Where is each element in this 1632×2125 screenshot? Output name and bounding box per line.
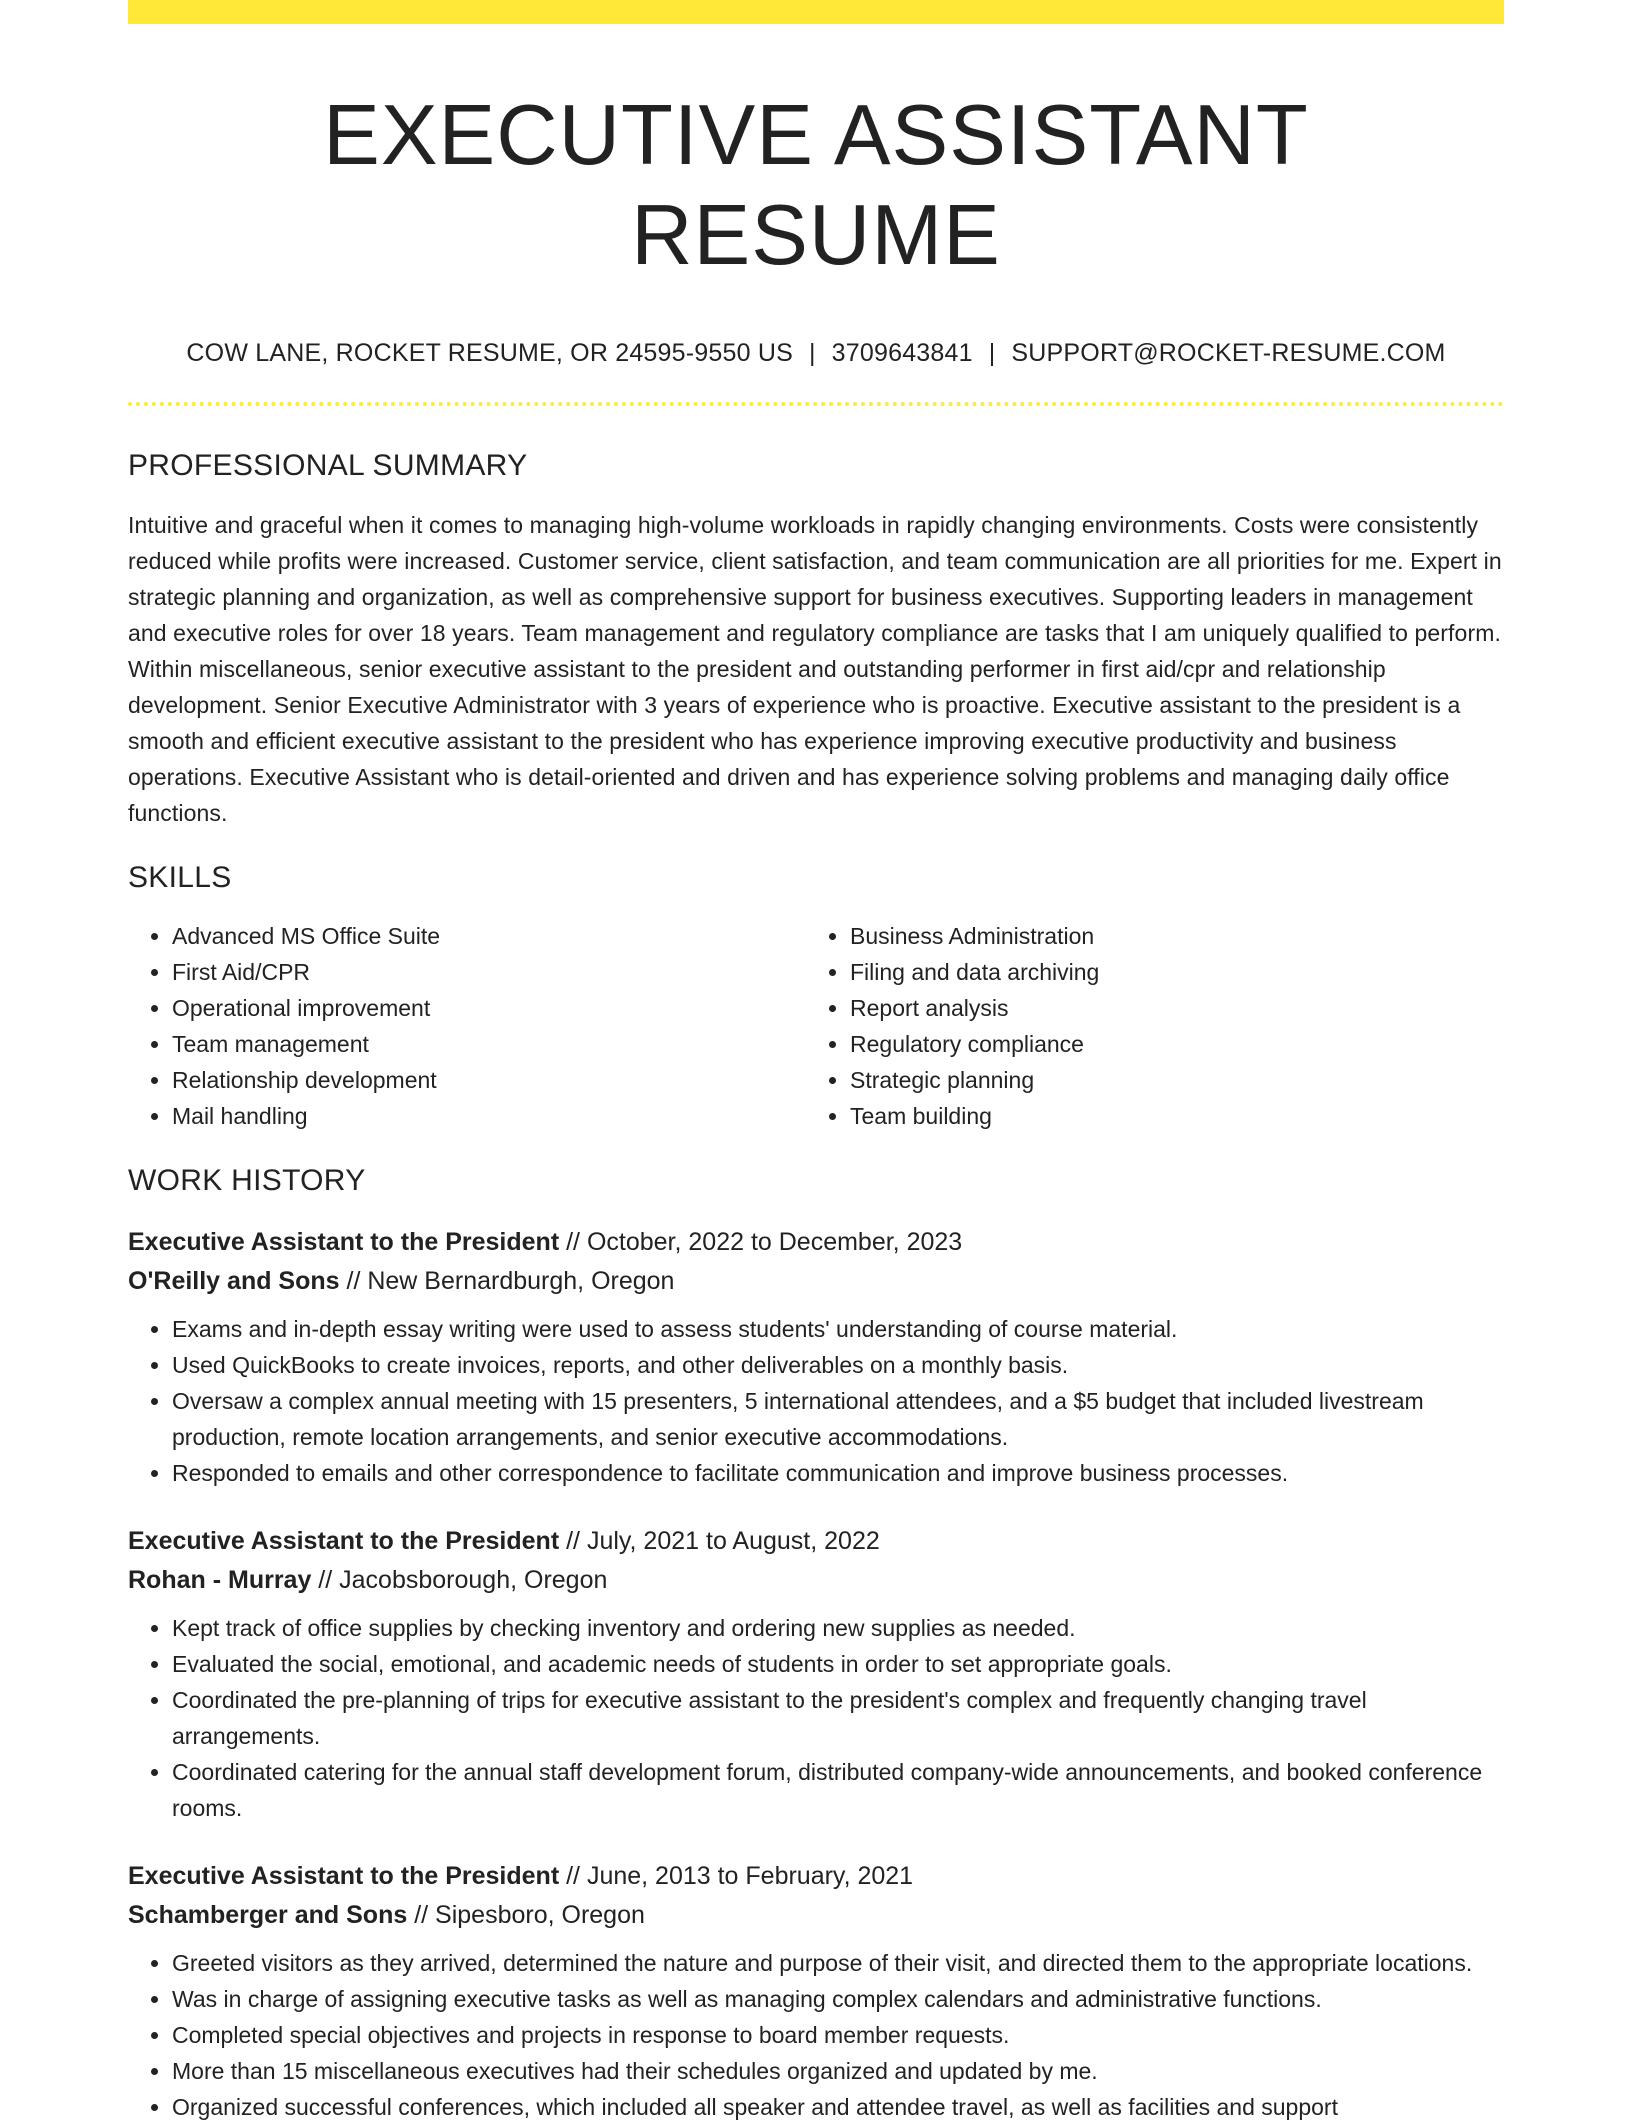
skill-item: • Regulatory compliance bbox=[850, 1026, 1484, 1062]
dotted-divider bbox=[128, 402, 1504, 406]
skill-item: • Report analysis bbox=[850, 990, 1484, 1026]
job-location: // Sipesboro, Oregon bbox=[407, 1901, 645, 1929]
job-location: // New Bernardburgh, Oregon bbox=[339, 1267, 675, 1295]
resume-page bbox=[128, 0, 1504, 2125]
job-title-line bbox=[128, 1223, 1504, 1262]
skill-item: • Filing and data archiving bbox=[850, 954, 1484, 990]
job-company-line bbox=[128, 1896, 1504, 1935]
job-dates: // June, 2013 to February, 2021 bbox=[559, 1862, 914, 1890]
job-company-line bbox=[128, 1262, 1504, 1301]
skill-item: • Business Administration bbox=[850, 918, 1484, 954]
job-title: Executive Assistant to the President bbox=[128, 1862, 560, 1890]
contact-separator: | bbox=[808, 339, 816, 367]
job-location: // Jacobsborough, Oregon bbox=[311, 1566, 608, 1594]
contact-separator: | bbox=[988, 339, 996, 367]
skills-column-right bbox=[806, 918, 1484, 1134]
skills-heading: SKILLS bbox=[128, 861, 232, 894]
job-bullet: • Evaluated the social, emotional, and academic needs of students in order to set appropriate goals. bbox=[172, 1646, 1504, 1682]
job-company: Rohan - Murray bbox=[128, 1566, 312, 1594]
job-bullet: • Was in charge of assigning executive tasks as well as managing complex calendars and administrative functions. bbox=[172, 1981, 1504, 2017]
job-dates: // July, 2021 to August, 2022 bbox=[559, 1527, 880, 1555]
contact-address: COW LANE, ROCKET RESUME, OR 24595-9550 US bbox=[186, 339, 793, 367]
job-bullet: • Kept track of office supplies by checking inventory and ordering new supplies as needed. bbox=[172, 1610, 1504, 1646]
job-bullet: • Oversaw a complex annual meeting with 15 presenters, 5 international attendees, and a $5 budget that included livestream production, remote location arrangements, and senior executive accommodations. bbox=[172, 1383, 1504, 1455]
skill-item: • Operational improvement bbox=[172, 990, 806, 1026]
contact-phone: 3709643841 bbox=[831, 339, 973, 367]
job-bullet: • Coordinated the pre-planning of trips for executive assistant to the president's complex and frequently changing travel arrangements. bbox=[172, 1682, 1504, 1754]
job-bullets bbox=[128, 1945, 1504, 2125]
skill-item: • Mail handling bbox=[172, 1098, 806, 1134]
job-bullet: • Organized successful conferences, which included all speaker and attendee travel, as well as facilities and support bbox=[172, 2089, 1504, 2125]
job-title-line bbox=[128, 1857, 1504, 1896]
job-bullet: • Completed special objectives and projects in response to board member requests. bbox=[172, 2017, 1504, 2053]
job-company: Schamberger and Sons bbox=[128, 1901, 408, 1929]
job-bullet: • Responded to emails and other correspondence to facilitate communication and improve business processes. bbox=[172, 1455, 1504, 1491]
job-bullet: • Coordinated catering for the annual staff development forum, distributed company-wide announcements, and booked conference rooms. bbox=[172, 1754, 1504, 1826]
summary-text: Intuitive and graceful when it comes to managing high-volume workloads in rapidly changing environments. Costs were consistently reduced while profits were increased. Customer service, client satisfaction, and team communication are all priorities for me. Expert in strategic planning and organization, as well as comprehensive support for business executives. Supporting leaders in management and executive roles for over 18 years. Team management and regulatory compliance are tasks that I am uniquely qualified to perform. Within miscellaneous, senior executive assistant to the president and outstanding performer in first aid/cpr and relationship development. Senior Executive Administrator with 3 years of experience who is proactive. Executive assistant to the president is a smooth and efficient executive assistant to the president who has experience improving executive productivity and business operations. Executive Assistant who is detail-oriented and driven and has experience solving problems and managing daily office functions. bbox=[128, 512, 1502, 826]
job-entry bbox=[128, 1522, 1504, 1826]
skill-item: • Team management bbox=[172, 1026, 806, 1062]
job-title: Executive Assistant to the President bbox=[128, 1527, 560, 1555]
work-history-list bbox=[128, 1223, 1504, 2125]
job-title: Executive Assistant to the President bbox=[128, 1228, 560, 1256]
job-entry bbox=[128, 1857, 1504, 2125]
skills-grid bbox=[128, 918, 1504, 1134]
resume-name: EXECUTIVE ASSISTANT RESUME bbox=[323, 88, 1309, 283]
job-bullet: • Used QuickBooks to create invoices, reports, and other deliverables on a monthly basis. bbox=[172, 1347, 1504, 1383]
summary-heading: PROFESSIONAL SUMMARY bbox=[128, 449, 528, 482]
job-bullet: • Exams and in-depth essay writing were used to assess students' understanding of course material. bbox=[172, 1311, 1504, 1347]
skill-item: • Relationship development bbox=[172, 1062, 806, 1098]
job-bullet: • More than 15 miscellaneous executives had their schedules organized and updated by me. bbox=[172, 2053, 1504, 2089]
contact-email: SUPPORT@ROCKET-RESUME.COM bbox=[1011, 339, 1446, 367]
job-company-line bbox=[128, 1561, 1504, 1600]
skills-column-left bbox=[128, 918, 806, 1134]
contact-line bbox=[128, 338, 1504, 368]
job-bullets bbox=[128, 1610, 1504, 1826]
skill-item: • First Aid/CPR bbox=[172, 954, 806, 990]
skill-item: • Strategic planning bbox=[850, 1062, 1484, 1098]
job-title-line bbox=[128, 1522, 1504, 1561]
accent-top-bar bbox=[128, 0, 1504, 24]
job-bullets bbox=[128, 1311, 1504, 1491]
job-bullet: • Greeted visitors as they arrived, determined the nature and purpose of their visit, and directed them to the appropriate locations. bbox=[172, 1945, 1504, 1981]
job-entry bbox=[128, 1223, 1504, 1491]
job-dates: // October, 2022 to December, 2023 bbox=[559, 1228, 963, 1256]
skill-item: • Advanced MS Office Suite bbox=[172, 918, 806, 954]
work-history-heading: WORK HISTORY bbox=[128, 1164, 366, 1197]
job-company: O'Reilly and Sons bbox=[128, 1267, 340, 1295]
skill-item: • Team building bbox=[850, 1098, 1484, 1134]
